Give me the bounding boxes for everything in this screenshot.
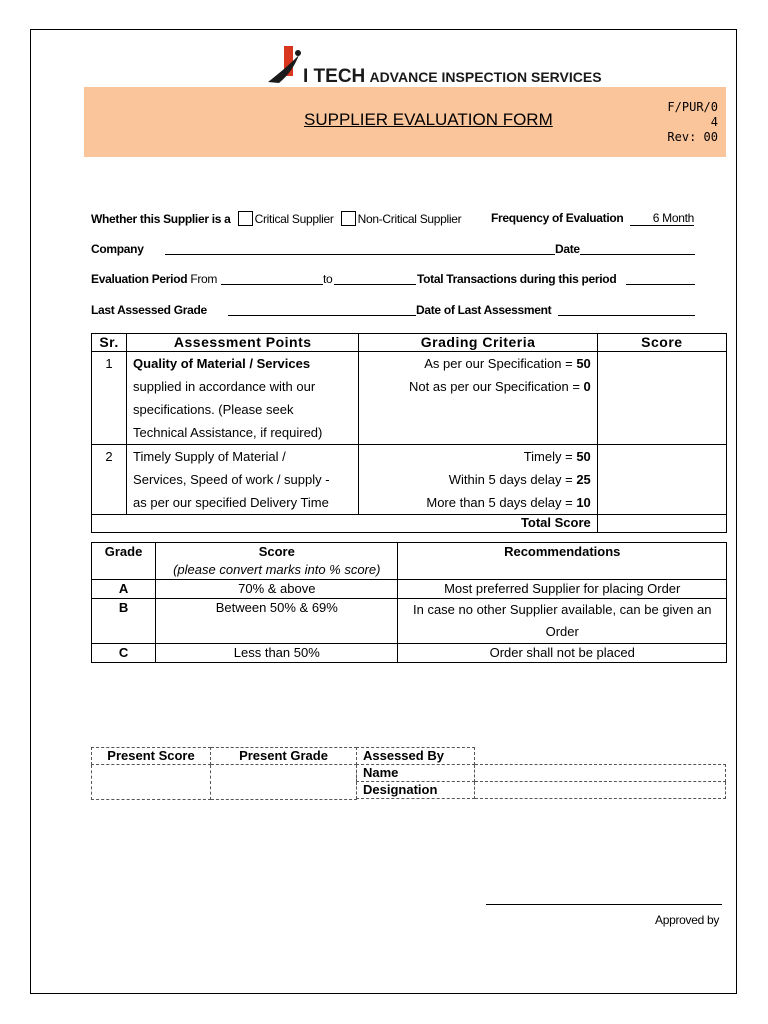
frequency-label: Frequency of Evaluation (491, 211, 624, 225)
logo-subtitle: ADVANCE INSPECTION SERVICES (369, 69, 602, 85)
last-assessment-field[interactable] (558, 315, 695, 316)
name-field[interactable] (475, 765, 726, 782)
revision: Rev: 00 (667, 130, 718, 144)
present-score-table (91, 747, 357, 800)
grade: B (92, 599, 156, 644)
col-score: Score (597, 334, 726, 352)
criteria-line: Within 5 days delay = 25 (448, 472, 591, 487)
point-line: as per our specified Delivery Time (133, 495, 329, 510)
company-field[interactable] (165, 254, 555, 255)
grading-header-row (92, 543, 727, 580)
grading-criteria (359, 352, 597, 445)
assessment-point (127, 352, 359, 445)
to-label: to (323, 272, 333, 286)
assessed-by-spacer (475, 748, 726, 765)
total-score-label: Total Score (92, 515, 598, 533)
recommendation: In case no other Supplier available, can be given an Order (398, 599, 727, 644)
present-score-label: Present Score (92, 748, 211, 765)
grade-score: Between 50% & 69% (156, 599, 398, 644)
supplier-type-label: Whether this Supplier is a (91, 212, 231, 226)
col-grading-criteria: Grading Criteria (359, 334, 597, 352)
table-row (92, 445, 727, 515)
last-grade-field[interactable] (228, 315, 416, 316)
grade: C (92, 644, 156, 663)
sr-number: 2 (92, 445, 127, 515)
doc-code-line2: 4 (710, 115, 718, 129)
company-label: Company (91, 242, 144, 256)
grading-table (91, 542, 727, 663)
point-line: Timely Supply of Material / (133, 449, 286, 464)
noncritical-label: Non-Critical Supplier (357, 212, 462, 226)
recommendation: Most preferred Supplier for placing Order (398, 580, 727, 599)
criteria-line: As per our Specification = 50 (424, 356, 591, 371)
col-assessment-points: Assessment Points (127, 334, 359, 352)
frequency-value[interactable]: 6 Month (630, 211, 694, 226)
table-row (92, 599, 727, 644)
document-number (638, 100, 718, 145)
present-grade-cell[interactable] (211, 765, 357, 800)
form-title: SUPPLIER EVALUATION FORM (304, 110, 553, 129)
assessment-header-row (92, 334, 727, 352)
score-cell[interactable] (597, 445, 726, 515)
supplier-type-row (91, 211, 461, 226)
eval-period-row (91, 272, 217, 286)
criteria-line: Not as per our Specification = 0 (409, 379, 591, 394)
period-to-field[interactable] (334, 284, 416, 285)
col-score (156, 543, 398, 580)
point-line: supplied in accordance with our (133, 379, 316, 394)
point-title: Quality of Material / Services (133, 356, 311, 371)
table-row (92, 644, 727, 663)
table-row (92, 352, 727, 445)
score-cell[interactable] (597, 352, 726, 445)
assessment-table (91, 333, 727, 533)
approved-by-label: Approved by (655, 913, 720, 927)
critical-checkbox[interactable] (238, 211, 253, 226)
total-row (92, 515, 727, 533)
table-row (92, 580, 727, 599)
present-grade-label: Present Grade (211, 748, 357, 765)
date-field[interactable] (580, 254, 695, 255)
point-line: Services, Speed of work / supply - (133, 472, 330, 487)
assessed-by-label: Assessed By (357, 748, 475, 765)
point-line: specifications. (Please seek (133, 402, 294, 417)
logo-text (303, 66, 602, 88)
noncritical-checkbox[interactable] (341, 211, 356, 226)
recommendation: Order shall not be placed (398, 644, 727, 663)
last-grade-label: Last Assessed Grade (91, 303, 207, 317)
date-label: Date (555, 242, 580, 256)
grade: A (92, 580, 156, 599)
doc-code-line1: F/PUR/0 (667, 100, 718, 114)
score-note: (please convert marks into % score) (173, 562, 381, 577)
from-label: From (190, 272, 218, 286)
designation-field[interactable] (475, 782, 726, 799)
grading-criteria (359, 445, 597, 515)
point-line: Technical Assistance, if required) (133, 425, 323, 440)
col-sr: Sr. (92, 334, 127, 352)
present-score-cell[interactable] (92, 765, 211, 800)
col-grade: Grade (92, 543, 156, 580)
eval-period-label: Evaluation Period (91, 272, 188, 286)
total-transactions-label: Total Transactions during this period (417, 272, 617, 286)
criteria-line: Timely = 50 (523, 449, 591, 464)
last-assessment-label: Date of Last Assessment (416, 303, 552, 317)
critical-label: Critical Supplier (254, 212, 334, 226)
assessment-point (127, 445, 359, 515)
assessed-by-table (356, 747, 726, 799)
total-score-cell[interactable] (597, 515, 726, 533)
designation-label: Designation (357, 782, 475, 799)
logo-brand: I TECH (303, 66, 366, 87)
grade-score: 70% & above (156, 580, 398, 599)
score-header: Score (258, 544, 295, 559)
col-recommendations: Recommendations (398, 543, 727, 580)
approval-signature-line[interactable] (486, 904, 722, 905)
period-from-field[interactable] (221, 284, 323, 285)
grade-score: Less than 50% (156, 644, 398, 663)
criteria-line: More than 5 days delay = 10 (426, 495, 591, 510)
name-label: Name (357, 765, 475, 782)
sr-number: 1 (92, 352, 127, 445)
total-transactions-field[interactable] (626, 284, 695, 285)
